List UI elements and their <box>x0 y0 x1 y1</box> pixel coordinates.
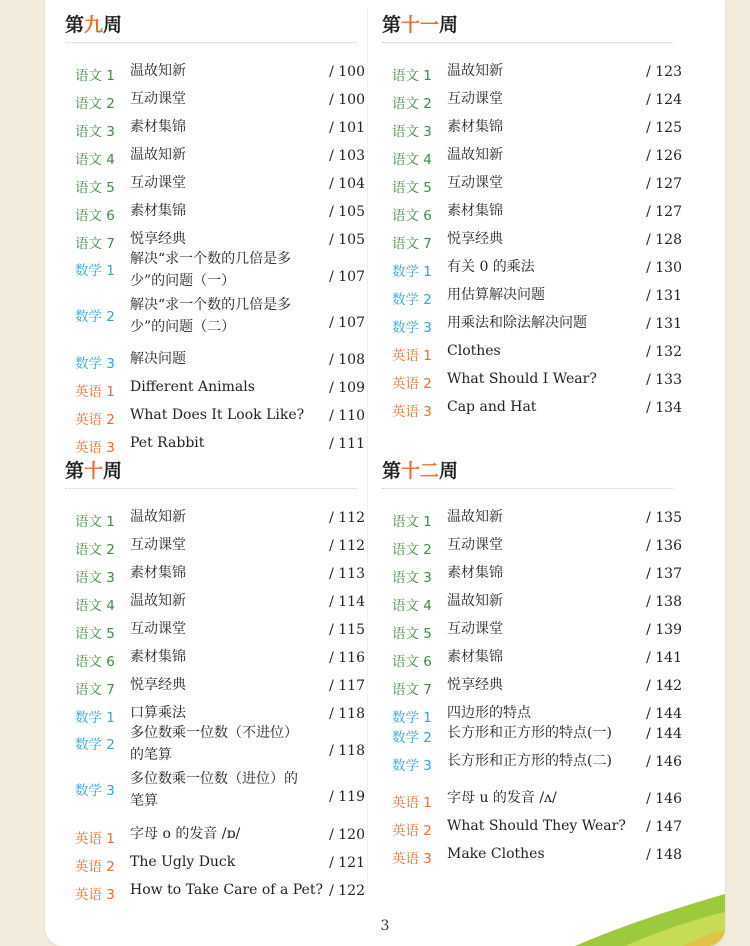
entry-page-number: / 118 <box>329 706 365 722</box>
entry-page-number: / 148 <box>646 847 682 863</box>
week-title-number: 十一 <box>401 14 440 36</box>
entry-title: 素材集锦 <box>447 119 503 135</box>
entry-title: 素材集锦 <box>447 565 503 581</box>
subject-label: 英语 2 <box>392 823 432 839</box>
week-title-suffix: 周 <box>103 460 123 482</box>
entry-title: 长方形和正方形的特点(二) <box>447 753 612 769</box>
entry-page-number: / 107 <box>329 315 365 331</box>
entry-title: Clothes <box>447 343 501 359</box>
subject-label: 数学 2 <box>392 292 432 308</box>
entry-title: 字母 u 的发音 /ʌ/ <box>447 790 557 806</box>
entry-title: 温故知新 <box>447 593 503 609</box>
week-title-underline <box>65 42 357 44</box>
entry-title: 互动课堂 <box>447 621 503 637</box>
subject-label: 语文 6 <box>75 654 115 670</box>
entry-title: 悦享经典 <box>130 231 186 247</box>
subject-label: 语文 3 <box>75 124 115 140</box>
entry-title: 素材集锦 <box>130 203 186 219</box>
entry-title: 口算乘法 <box>130 705 186 721</box>
subject-label: 语文 4 <box>392 598 432 614</box>
entry-page-number: / 135 <box>646 510 682 526</box>
subject-label: 语文 1 <box>392 514 432 530</box>
subject-label: 数学 3 <box>392 320 432 336</box>
entry-title: 解决“求一个数的几倍是多少”的问题（二） <box>130 297 292 335</box>
subject-label: 数学 2 <box>75 737 115 753</box>
subject-label: 语文 1 <box>392 68 432 84</box>
entry-page-number: / 130 <box>646 260 682 276</box>
week-title-prefix: 第 <box>382 460 402 482</box>
subject-label: 数学 1 <box>75 263 115 279</box>
entry-title: What Should I Wear? <box>447 371 597 387</box>
subject-label: 语文 5 <box>392 626 432 642</box>
subject-label: 数学 1 <box>392 264 432 280</box>
entry-title: 温故知新 <box>130 147 186 163</box>
subject-label: 语文 1 <box>75 68 115 84</box>
entry-page-number: / 124 <box>646 92 682 108</box>
subject-label: 语文 6 <box>392 654 432 670</box>
entry-title: 悦享经典 <box>447 231 503 247</box>
entry-page-number: / 132 <box>646 344 682 360</box>
entry-page-number: / 127 <box>646 176 682 192</box>
subject-label: 英语 3 <box>75 440 115 456</box>
entry-page-number: / 111 <box>329 436 365 452</box>
entry-page-number: / 138 <box>646 594 682 610</box>
entry-title: 多位数乘一位数（进位）的笔算 <box>130 771 298 809</box>
entry-title: 多位数乘一位数（不进位）的笔算 <box>130 725 298 763</box>
entry-title: 温故知新 <box>130 509 186 525</box>
entry-page-number: / 105 <box>329 204 365 220</box>
entry-page-number: / 136 <box>646 538 682 554</box>
week-title-suffix: 周 <box>439 14 459 36</box>
subject-label: 数学 1 <box>75 710 115 726</box>
week-title-suffix: 周 <box>439 460 459 482</box>
entry-title: 素材集锦 <box>447 649 503 665</box>
week-title-underline <box>382 488 674 490</box>
entry-page-number: / 121 <box>329 855 365 871</box>
subject-label: 语文 4 <box>75 598 115 614</box>
subject-label: 英语 1 <box>75 831 115 847</box>
entry-page-number: / 127 <box>646 204 682 220</box>
entry-title: 互动课堂 <box>130 175 186 191</box>
week-title-prefix: 第 <box>65 460 85 482</box>
entry-title: Different Animals <box>130 379 255 395</box>
subject-label: 语文 1 <box>75 514 115 530</box>
week-title-suffix: 周 <box>103 14 123 36</box>
entry-title: 互动课堂 <box>130 91 186 107</box>
subject-label: 数学 2 <box>75 309 115 325</box>
entry-page-number: / 103 <box>329 148 365 164</box>
week-title <box>65 12 122 38</box>
subject-label: 语文 4 <box>75 152 115 168</box>
entry-title: 字母 o 的发音 /ɒ/ <box>130 826 241 842</box>
entry-title: Cap and Hat <box>447 399 537 415</box>
entry-page-number: / 100 <box>329 92 365 108</box>
entry-page-number: / 123 <box>646 64 682 80</box>
entry-page-number: / 126 <box>646 148 682 164</box>
entry-title: Make Clothes <box>447 846 545 862</box>
subject-label: 语文 5 <box>75 180 115 196</box>
week-title-number: 九 <box>84 14 104 36</box>
subject-label: 语文 2 <box>75 542 115 558</box>
entry-title: 温故知新 <box>447 509 503 525</box>
entry-page-number: / 107 <box>329 269 365 285</box>
toc-page <box>45 0 725 946</box>
entry-title: 温故知新 <box>447 63 503 79</box>
subject-label: 数学 3 <box>75 356 115 372</box>
subject-label: 数学 3 <box>392 758 432 774</box>
week-title-underline <box>382 42 674 44</box>
subject-label: 语文 5 <box>392 180 432 196</box>
entry-page-number: / 122 <box>329 883 365 899</box>
entry-page-number: / 105 <box>329 232 365 248</box>
entry-title: 互动课堂 <box>130 537 186 553</box>
week-title-underline <box>65 488 357 490</box>
entry-page-number: / 125 <box>646 120 682 136</box>
subject-label: 数学 2 <box>392 730 432 746</box>
entry-title: 温故知新 <box>130 63 186 79</box>
entry-title: What Does It Look Like? <box>130 407 305 423</box>
entry-page-number: / 146 <box>646 791 682 807</box>
subject-label: 语文 2 <box>392 96 432 112</box>
subject-label: 语文 6 <box>392 208 432 224</box>
entry-title: Pet Rabbit <box>130 435 205 451</box>
entry-title: 解决问题 <box>130 351 186 367</box>
entry-title: 素材集锦 <box>130 649 186 665</box>
entry-page-number: / 114 <box>329 594 365 610</box>
subject-label: 语文 7 <box>75 682 115 698</box>
entry-page-number: / 119 <box>329 789 365 805</box>
entry-page-number: / 100 <box>329 64 365 80</box>
entry-title: 悦享经典 <box>130 677 186 693</box>
entry-page-number: / 115 <box>329 622 365 638</box>
subject-label: 英语 2 <box>392 376 432 392</box>
entry-title: 用乘法和除法解决问题 <box>447 315 587 331</box>
entry-page-number: / 141 <box>646 650 682 666</box>
subject-label: 数学 3 <box>75 783 115 799</box>
entry-title: 互动课堂 <box>130 621 186 637</box>
entry-title: 素材集锦 <box>130 565 186 581</box>
entry-page-number: / 147 <box>646 819 682 835</box>
subject-label: 英语 2 <box>75 412 115 428</box>
entry-page-number: / 113 <box>329 566 365 582</box>
subject-label: 语文 3 <box>75 570 115 586</box>
page-number: 3 <box>380 918 390 934</box>
entry-page-number: / 137 <box>646 566 682 582</box>
entry-title: 四边形的特点 <box>447 705 531 721</box>
entry-page-number: / 108 <box>329 352 365 368</box>
entry-page-number: / 134 <box>646 400 682 416</box>
entry-page-number: / 131 <box>646 288 682 304</box>
entry-title: How to Take Care of a Pet? <box>130 882 323 898</box>
entry-title: 素材集锦 <box>447 203 503 219</box>
entry-page-number: / 116 <box>329 650 365 666</box>
subject-label: 语文 4 <box>392 152 432 168</box>
week-title <box>65 458 122 484</box>
subject-label: 语文 2 <box>75 96 115 112</box>
entry-page-number: / 112 <box>329 510 365 526</box>
subject-label: 语文 7 <box>392 682 432 698</box>
entry-page-number: / 144 <box>646 706 682 722</box>
subject-label: 英语 3 <box>75 887 115 903</box>
subject-label: 英语 1 <box>392 348 432 364</box>
entry-title: 互动课堂 <box>447 175 503 191</box>
subject-label: 英语 3 <box>392 851 432 867</box>
subject-label: 语文 7 <box>75 236 115 252</box>
entry-title: The Ugly Duck <box>130 854 236 870</box>
column-divider <box>367 8 368 888</box>
subject-label: 语文 5 <box>75 626 115 642</box>
week-title <box>382 458 458 484</box>
entry-page-number: / 120 <box>329 827 365 843</box>
entry-page-number: / 144 <box>646 726 682 742</box>
week-title-number: 十 <box>84 460 104 482</box>
subject-label: 语文 3 <box>392 570 432 586</box>
entry-title: 素材集锦 <box>130 119 186 135</box>
entry-page-number: / 101 <box>329 120 365 136</box>
entry-title: 用估算解决问题 <box>447 287 545 303</box>
entry-title: 温故知新 <box>130 593 186 609</box>
subject-label: 语文 2 <box>392 542 432 558</box>
entry-page-number: / 117 <box>329 678 365 694</box>
subject-label: 英语 1 <box>392 795 432 811</box>
entry-page-number: / 142 <box>646 678 682 694</box>
entry-title: 互动课堂 <box>447 537 503 553</box>
entry-title: 悦享经典 <box>447 677 503 693</box>
entry-page-number: / 112 <box>329 538 365 554</box>
entry-title: 互动课堂 <box>447 91 503 107</box>
subject-label: 数学 1 <box>392 710 432 726</box>
entry-page-number: / 104 <box>329 176 365 192</box>
entry-title: 解决“求一个数的几倍是多少”的问题（一） <box>130 251 292 289</box>
entry-title: 长方形和正方形的特点(一) <box>447 725 612 741</box>
subject-label: 语文 7 <box>392 236 432 252</box>
entry-page-number: / 109 <box>329 380 365 396</box>
week-title-prefix: 第 <box>382 14 402 36</box>
subject-label: 语文 6 <box>75 208 115 224</box>
entry-page-number: / 118 <box>329 743 365 759</box>
entry-page-number: / 128 <box>646 232 682 248</box>
entry-page-number: / 110 <box>329 408 365 424</box>
entry-title: 温故知新 <box>447 147 503 163</box>
entry-title: What Should They Wear? <box>447 818 626 834</box>
entry-page-number: / 139 <box>646 622 682 638</box>
week-title <box>382 12 458 38</box>
subject-label: 英语 1 <box>75 384 115 400</box>
entry-page-number: / 133 <box>646 372 682 388</box>
entry-page-number: / 146 <box>646 754 682 770</box>
entry-title: 有关 0 的乘法 <box>447 259 535 275</box>
entry-page-number: / 131 <box>646 316 682 332</box>
subject-label: 英语 3 <box>392 404 432 420</box>
grass-decoration <box>575 886 725 946</box>
subject-label: 语文 3 <box>392 124 432 140</box>
subject-label: 英语 2 <box>75 859 115 875</box>
week-title-number: 十二 <box>401 460 440 482</box>
week-title-prefix: 第 <box>65 14 85 36</box>
